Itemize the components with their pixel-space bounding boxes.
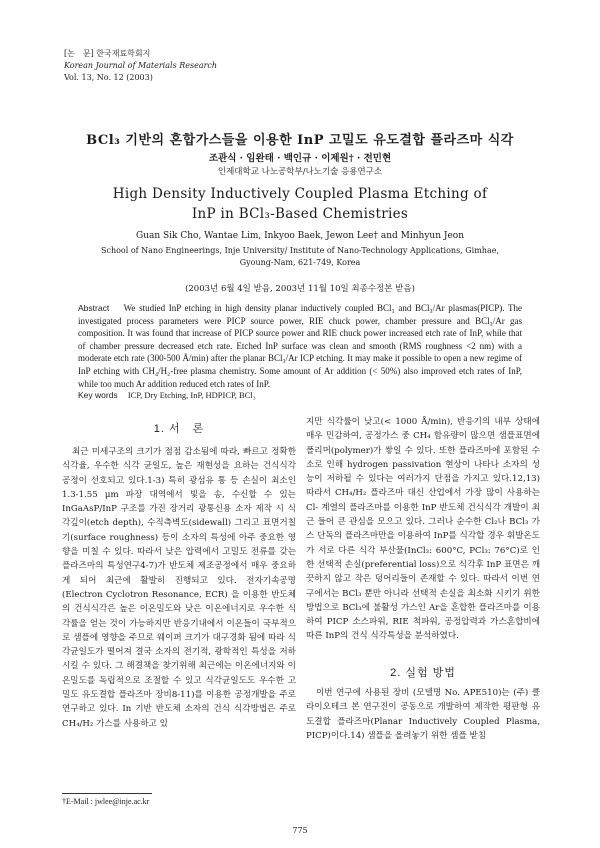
section2-heading: 2. 실험 방법 [390,667,456,679]
section1-paragraph: 최근 미세구조의 크기가 점점 감소됨에 따라, 빠르고 정확한 식각율, 우수한 식각 균일도, 높은 재현성을 요하는 건식식각 공정이 선호되고 있다.1-3) 특히 광섬유 통 등 손실이 최소인 1.3-1.55 μm 파장 대역에서 빛을 송, 수신할 수 있는 InGaAsP/InP 구조를 가진 장거리 광통신용 소자 제작 시 식각깊이(etch depth), 수직측벽도(sidewall) 그리고 표면거칠기(surface roughness) 등이 소자의 특성에 아주 중요한 영향을 미칠 수 있다. 따라서 낮은 압력에서 고밀도 전류를 갖는 플라즈마의 특성연구4-7)가 반도체 제조공정에서 매우 중요하게 되어 최근에 활발히 진행되고 있다. 전자기속공명 (Electron Cyclotron Resonance, ECR) 을 이용한 반도체의 건식식각은 높은 이온밀도와 낮은 이온에너지로 우수한 식각률을 얻는 것이 가능하지만 반응기내에서 이온들이 국부적으로 샘플에 영향을 주므로 웨이퍼 크기가 대구경화 됨에 따라 식각균일도가 떨어져 결국 소자의 전기적, 광학적인 특성을 저하시킬 수 있다. 그 해결책을 찾기위해 최근에는 이온에너지와 이온밀도를 독립적으로 조절할 수 있고 식각균일도도 우수한 고밀도 유도결합 플라즈마 장비8-11)를 이용한 공정개발을 주로 연구하고 있다. In 기반 반도체 소자의 건식 식각방법은 주로 CH₄/H₂ 가스를 사용하고 있 [62,447,296,729]
journal-section-label: [논 문] 한국재료학회지 [64,49,151,58]
section1-heading: 1. 서 론 [153,423,205,435]
abstract-text: We studied InP etching in high density planar inductively coupled BCl₃ and BCl₃/Ar plasmas(PICP). The investigated process parameters were PICP source power, RIE chuck power, chamber pressure and BCl₃/Ar gas composition. It was found that increase of PICP source power and RIE chuck power increased etch rate of InP, while that of chamber pressure decreased etch rate. Etched InP surface was clean and smooth (RMS roughness <2 nm) with a moderate etch rate (300-500 Å/min) after the planar BCl₃/Ar ICP etching. It may make it possible to open a new regime of InP etching with CH₄/H₂-free plasma chemistry. Some amount of Ar addition (< 50%) also improved etch rates of InP, while too much Ar addition reduced etch rates of InP. [78,303,523,389]
footnote-email: †E-Mail : jwlee@inje.ac.kr [62,797,150,806]
journal-name-en: Korean Journal of Materials Research [64,61,218,70]
received-dates: (2003년 6월 4일 받음, 2003년 11월 10일 최종수정본 받음) [185,284,415,294]
authors-korean: 조관식 · 임완태 · 백인규 · 이제원† · 전민현 [208,153,392,164]
journal-volume: Vol. 13, No. 12 (2003) [64,73,153,82]
page-number: 775 [292,826,308,835]
affiliation-korean: 인제대학교 나노공학부/나노기술 응용연구소 [217,167,383,177]
affiliation-english [0,245,600,269]
abstract-label: Abstract [78,303,110,313]
abstract [78,302,522,390]
authors-english: Guan Sik Cho, Wantae Lim, Inkyoo Baek, Jewon Lee† and Minhyun Jeon [135,231,465,241]
title-english-line2: InP in BCl₃-Based Chemistries [191,206,409,222]
title-korean: BCl₃ 기반의 혼합가스들을 이용한 InP 고밀도 유도결합 플라즈마 식각 [86,133,514,148]
footnote-divider [62,793,152,794]
body-column-left [62,445,296,731]
section2-paragraph: 이번 연구에 사용된 장비 (모델명 No. APE510)는 (주) 클라이오테크 본 연구진이 공동으로 개발하여 제작한 평판형 유도결합 플라즈마(Planar Inductively Coupled Plasma, PICP)이다.14) 샘플을 올려놓기 위한 셈플 받침 [306,688,540,741]
section1-continued: 지만 식각률이 낮고(< 1000 Å/min), 반응기의 내부 상태에 매우 민감하여, 공정가스 중 CH₄ 함유량이 많으면 샘플표면에 폴리머(polymer)가 쌓일 수 있다. 또한 플라즈마에 포함된 수소로 인해 hydrogen passivation 현상이 나타나 소자의 성능이 저하될 수 있다는 여러가지 단점을 가지고 있다.12,13) 따라서 CH₄/H₂ 플라즈마 대신 산업에서 가장 많이 사용하는 Cl- 계열의 플라즈마를 이용한 InP 반도체 건식식각 개발이 최근 들어 큰 관심을 모으고 있다. 그러나 순수한 Cl₂나 BCl₃ 가스 단독의 플라즈마만을 이용하여 InP를 식각할 경우 휘발온도가 서로 다른 식각 부산물(InCl₃: 600°C, PCl₃: 76°C)로 인한 선택적 손실(preferential loss)으로 식각후 InP 표면은 깨끗하지 않고 작은 덩어리들이 존재할 수 있다. 따라서 이번 연구에서는 BCl₃ 뿐만 아니라 선택적 손실을 최소화 시키기 위한 방법으로 BCl₃에 불활성 가스인 Ar을 혼합한 플라즈마를 이용하여 PICP 소스파워, RIE 척파워, 공정압력과 가스혼합비에 따른 InP의 건식 식각특성을 분석하였다. [306,417,540,642]
title-english-line1: High Density Inductively Coupled Plasma Etching of [112,186,488,202]
affiliation-english-line2: Gyoung-Nam, 621-749, Korea [239,258,361,267]
body-column-right [306,686,540,743]
keywords-label: Key words [78,390,118,400]
journal-header [64,48,217,84]
keywords [78,390,256,400]
affiliation-english-line1: School of Nano Engineerings, Inje University/ Institute of Nano-Technology Applications, Gimhae, [100,246,500,255]
title-english [0,184,600,224]
keywords-list: ICP, Dry Etching, InP, HDPICP, BCl₃ [127,390,256,400]
